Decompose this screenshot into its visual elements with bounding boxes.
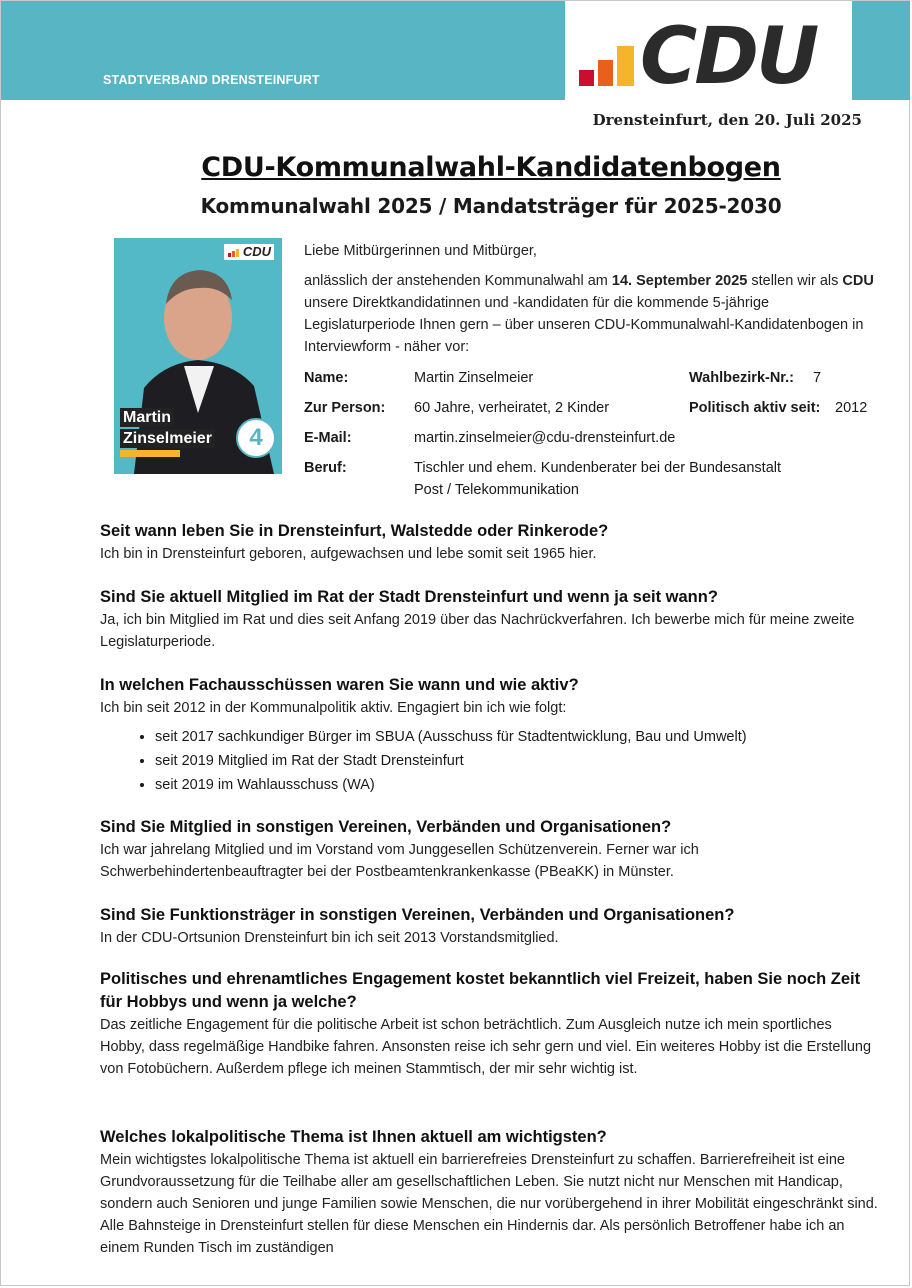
list-item: • seit 2019 im Wahlausschuss (WA) [155, 773, 880, 797]
qa-item [100, 816, 880, 883]
question: In welchen Fachausschüssen waren Sie wann und wie aktiv? [100, 676, 579, 694]
active-since-label: Politisch aktiv seit: [689, 400, 821, 416]
candidate-photo [114, 238, 282, 474]
qa-item [100, 520, 880, 565]
question: Sind Sie aktuell Mitglied im Rat der Stadt Drensteinfurt und wenn ja seit wann? [100, 588, 718, 606]
committee-list [100, 725, 880, 797]
question: Seit wann leben Sie in Drensteinfurt, Walstedde oder Rinkerode? [100, 522, 609, 540]
intro-paragraph: anlässlich der anstehenden Kommunalwahl am 14. September 2025 stellen wir als CDU unsere Direktkandidatinnen und -kandidaten für die kommende 5-jährige Legislaturperiode Ihnen gern – über unseren CDU-Kommunalwahl-Kandidatenbogen in Interviewform - näher vor: [304, 273, 874, 355]
person-value: 60 Jahre, verheiratet, 2 Kinder [414, 400, 610, 416]
job-value-line2: Post / Telekommunikation [414, 482, 579, 498]
question: Sind Sie Funktionsträger in sonstigen Vereinen, Verbänden und Organisationen? [100, 906, 735, 924]
active-since-value: 2012 [835, 400, 868, 416]
list-item: • seit 2019 Mitglied im Rat der Stadt Drensteinfurt [155, 749, 880, 773]
logo-bar-red [579, 70, 594, 86]
photo-mini-logo: CDU [224, 244, 274, 260]
election-date: 14. September 2025 [611, 273, 748, 289]
question: Sind Sie Mitglied in sonstigen Vereinen, Verbänden und Organisationen? [100, 818, 672, 836]
job-label: Beruf: [304, 460, 347, 476]
org-name: STADTVERBAND DRENSTEINFURT [103, 73, 320, 87]
person-label: Zur Person: [304, 400, 386, 416]
question: Politisches und ehrenamtliches Engagement kostet bekanntlich viel Freizeit, haben Sie noch Zeit für Hobbys und wenn ja welche? [100, 970, 861, 1011]
answer: Ich war jahrelang Mitglied und im Vorstand vom Junggesellen Schützenverein. Ferner war ich Schwerbehindertenbeauftragter bei der Postbeamtenkrankenkasse (PBeaKK) in Münster. [100, 842, 699, 880]
date-line: Drensteinfurt, den 20. Juli 2025 [592, 111, 862, 129]
name-value: Martin Zinselmeier [414, 370, 534, 386]
qa-item [100, 904, 880, 949]
answer: In der CDU-Ortsunion Drensteinfurt bin ich seit 2013 Vorstandsmitglied. [100, 930, 559, 946]
question: Welches lokalpolitische Thema ist Ihnen aktuell am wichtigsten? [100, 1128, 607, 1146]
qa-item [100, 586, 880, 653]
photo-name-last: Zinselmeier [120, 429, 215, 448]
email-label: E-Mail: [304, 430, 352, 446]
job-value-line1: Tischler und ehem. Kundenberater bei der Bundesanstalt [414, 460, 782, 476]
district-label: Wahlbezirk-Nr.: [689, 370, 795, 386]
party-name: CDU [842, 273, 874, 289]
photo-name-first: Martin [120, 408, 174, 427]
photo-tagline [120, 450, 180, 457]
district-badge: 4 [236, 418, 276, 458]
answer: Mein wichtigstes lokalpolitische Thema ist aktuell ein barrierefreies Drensteinfurt zu schaffen. Barrierefreiheit ist eine Grundvoraussetzung für die Teilhabe aller am gesellschaftlichen Leben. Sie nutzt nicht nur Menschen mit Handicap, sondern auch Senioren und junge Familien sowie Menschen, die nur vorübergehend in ihrer Mobilität eingeschränkt sind. Alle Bahnsteige in Drensteinfurt stellen für diese Menschen ein Hindernis dar. Als persönlich Betroffener habe ich an einem Runden Tisch im zuständigen [100, 1152, 878, 1256]
page-title: CDU-Kommunalwahl-Kandidatenbogen [201, 152, 781, 183]
qa-item [100, 968, 880, 1080]
list-item: • seit 2017 sachkundiger Bürger im SBUA (Ausschuss für Stadtentwicklung, Bau und Umwelt) [155, 725, 880, 749]
qa-item [100, 1126, 880, 1259]
answer: Ich bin in Drensteinfurt geboren, aufgewachsen und lebe somit seit 1965 hier. [100, 546, 597, 562]
answer: Ich bin seit 2012 in der Kommunalpolitik aktiv. Engagiert bin ich wie folgt: [100, 700, 567, 716]
email-link[interactable]: martin.zinselmeier@cdu-drensteinfurt.de [414, 430, 676, 446]
qa-item [100, 674, 880, 797]
page-subtitle: Kommunalwahl 2025 / Mandatsträger für 2025-2030 [200, 194, 782, 218]
answer: Das zeitliche Engagement für die politische Arbeit ist schon beträchtlich. Zum Ausgleich nutze ich mein sportliches Hobby, dass regelmäßige Handbike fahren. Ansonsten reise ich sehr gern und viel. Ein weiteres Hobby ist die Erstellung von Fotobüchern. Außerdem pflege ich meinen Stammtisch, der mir sehr wichtig ist. [100, 1017, 872, 1077]
district-value: 7 [813, 370, 822, 386]
logo-bar-orange [598, 60, 613, 86]
name-label: Name: [304, 370, 349, 386]
intro-greeting: Liebe Mitbürgerinnen und Mitbürger, [304, 243, 537, 259]
logo-text: CDU [640, 12, 817, 102]
logo-bar-yellow [617, 46, 634, 86]
answer: Ja, ich bin Mitglied im Rat und dies seit Anfang 2019 über das Nachrückverfahren. Ich bewerbe mich für meine zweite Legislaturperiode. [100, 612, 855, 650]
